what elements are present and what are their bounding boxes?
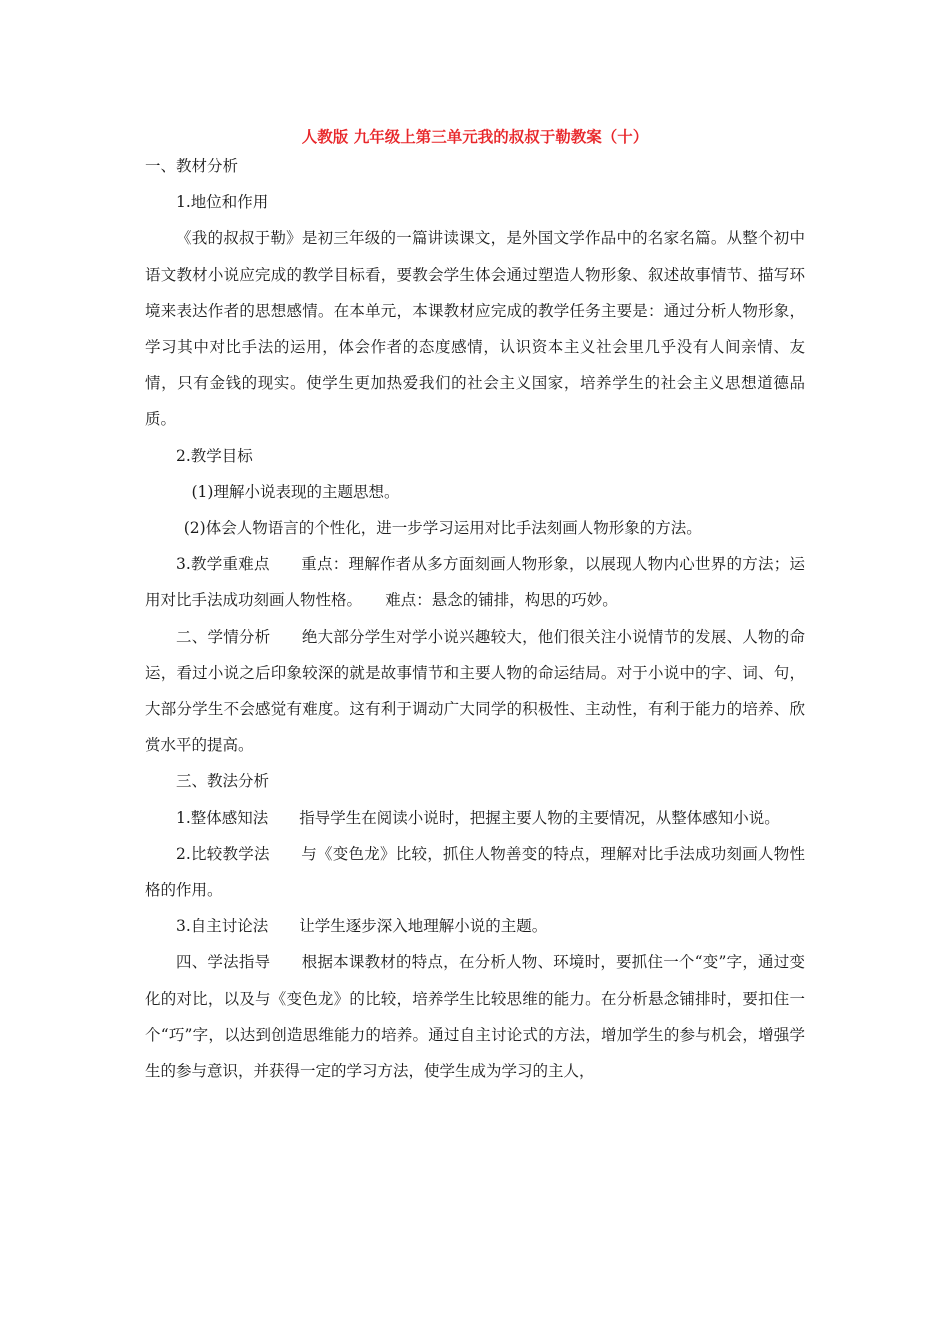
method-item-1: 1.整体感知法 指导学生在阅读小说时，把握主要人物的主要情况，从整体感知小说。 [176,808,780,827]
paragraph-learning-guidance: 四、学法指导 根据本课教材的特点，在分析人物、环境时，要抓住一个“变”字，通过变化的对比，以及与《变色龙》的比较，培养学生比较思维的能力。在分析悬念铺排时，要扣住一个“巧”字，以达到创造思维能力的培养。通过自主讨论式的方法，增加学生的参与机会，增强学生的参与意识，并获得一定的学习方法，使学生成为学习的主人， [145,953,805,1081]
section-heading-teaching-methods: 三、教法分析 [176,772,270,791]
section-heading-textbook-analysis: 一、教材分析 [145,157,239,175]
subheading-teaching-goals: 2.教学目标 [176,446,253,465]
method-item-3: 3.自主讨论法 让学生逐步深入地理解小说的主题。 [176,917,548,936]
goal-item-2: (2)体会人物语言的个性化，进一步学习运用对比手法刻画人物形象的方法。 [183,519,702,538]
method-item-2: 2.比较教学法 与《变色龙》比较，抓住人物善变的特点，理解对比手法成功刻画人物性格的作用。 [145,844,805,900]
paragraph-position-role: 《我的叔叔于勒》是初三年级的一篇讲读课文，是外国文学作品中的名家名篇。从整个初中语文教材小说应完成的教学目标看，要教会学生体会通过塑造人物形象、叙述故事情节、描写环境来表达作者的思想感情。在本单元，本课教材应完成的教学任务主要是：通过分析人物形象，学习其中对比手法的运用，体会作者的态度感情，认识资本主义社会里几乎没有人间亲情、友情，只有金钱的现实。使学生更加热爱我们的社会主义国家，培养学生的社会主义思想道德品质。 [145,229,805,429]
paragraph-key-difficulties: 3.教学重难点 重点：理解作者从多方面刻画人物形象，以展现人物内心世界的方法；运用对比手法成功刻画人物性格。 难点：悬念的铺排，构思的巧妙。 [145,555,805,610]
goal-item-1: (1)理解小说表现的主题思想。 [191,482,400,501]
paragraph-student-analysis: 二、学情分析 绝大部分学生对学小说兴趣较大，他们很关注小说情节的发展、人物的命运，看过小说之后印象较深的就是故事情节和主要人物的命运结局。对于小说中的字、词、句，大部分学生不会感觉有难度。这有利于调动广大同学的积极性、主动性，有利于能力的培养、欣赏水平的提高。 [145,627,805,755]
subheading-position-role: 1.地位和作用 [176,193,269,212]
document-title: 人教版 九年级上第三单元我的叔叔于勒教案（十） [301,127,649,146]
document-body [145,148,805,1089]
